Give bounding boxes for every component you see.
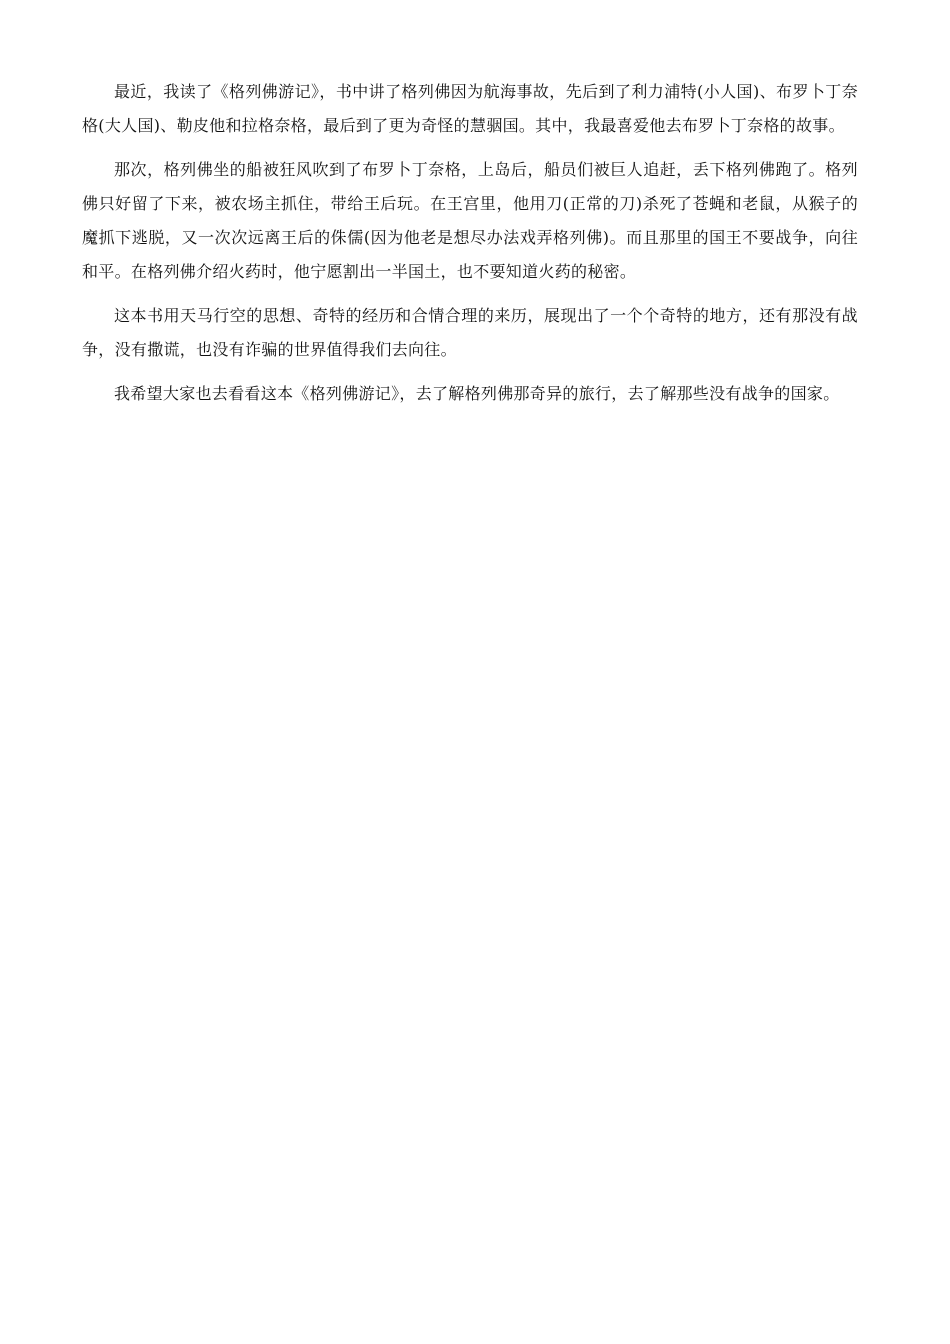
paragraph-1: 最近，我读了《格列佛游记》，书中讲了格列佛因为航海事故，先后到了利力浦特(小人国)、布罗卜丁奈格(大人国)、勒皮他和拉格奈格，最后到了更为奇怪的慧骃国。其中，我最喜爱他去布罗卜丁奈格的故事。 bbox=[82, 82, 858, 135]
paragraph-2: 那次，格列佛坐的船被狂风吹到了布罗卜丁奈格，上岛后，船员们被巨人追赶，丢下格列佛跑了。格列佛只好留了下来，被农场主抓住，带给王后玩。在王宫里，他用刀(正常的刀)杀死了苍蝇和老鼠，从猴子的魔抓下逃脱，又一次次远离王后的侏儒(因为他老是想尽办法戏弄格列佛)。而且那里的国王不要战争，向往和平。在格列佛介绍火药时，他宁愿割出一半国土，也不要知道火药的秘密。 bbox=[82, 160, 858, 281]
document-body bbox=[82, 75, 858, 421]
paragraph-3: 这本书用天马行空的思想、奇特的经历和合情合理的来历，展现出了一个个奇特的地方，还有那没有战争，没有撒谎，也没有诈骗的世界值得我们去向往。 bbox=[82, 306, 858, 359]
paragraph-4: 我希望大家也去看看这本《格列佛游记》，去了解格列佛那奇异的旅行，去了解那些没有战争的国家。 bbox=[114, 384, 840, 403]
